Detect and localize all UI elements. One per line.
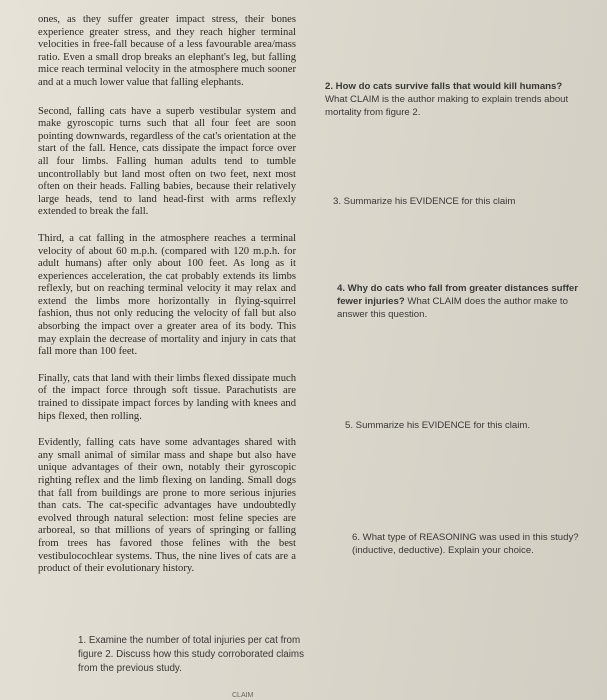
- paragraph-finally: Finally, cats that land with their limbs flexed dissipate much of the impact force through soft tissue. Parachutists are trained to dissipate impact forces by landing with knees and hips flexed, then rolling.: [38, 372, 296, 422]
- footer-cutoff-text: CLAIM: [232, 692, 254, 699]
- question-2-body: What CLAIM is the author making to explain trends about mortality from figure 2.: [325, 94, 569, 118]
- paragraph-evidently: Evidently, falling cats have some advantages shared with any small animal of similar mass and shape but also have unique advantages of their own, notably their gyroscopic righting reflex and the limb flexing on landing. Small dogs that fall from buildings are prone to more serious injuries than cats. The cat-specific advantages have undoubtedly evolved through natural selection: most feline species are arboreal, so that millions of years of springing or falling from trees has favored those felines with the best vestibulocochlear systems. Thus, the nine lives of cats are a product of their evolutionary history.: [38, 437, 296, 575]
- question-2: [325, 80, 573, 119]
- question-4: [337, 282, 587, 321]
- question-6: 6. What type of REASONING was used in this study? (inductive, deductive). Explain your choice.: [352, 532, 579, 556]
- question-4-body: What CLAIM does the author make to answer this question.: [337, 296, 568, 320]
- question-1: 1. Examine the number of total injuries per cat from figure 2. Discuss how this study corroborated claims from the previous study.: [78, 635, 304, 674]
- question-4-heading: 4. Why do cats who fall from greater distances suffer fewer injuries?: [337, 283, 578, 307]
- article-column: [38, 14, 296, 576]
- question-5: 5. Summarize his EVIDENCE for this claim.: [345, 420, 530, 431]
- question-3: 3. Summarize his EVIDENCE for this claim: [333, 196, 516, 207]
- paragraph-intro: ones, as they suffer greater impact stress, their bones experience greater stress, and they reach higher terminal velocities in free-fall because of a less favourable area/mass ratio. Even a small drop breaks an elephant's leg, but falling mice reach terminal velocity in the atmosphere much sooner and at a much lower value that falling elephants.: [38, 14, 296, 88]
- paragraph-third: Third, a cat falling in the atmosphere reaches a terminal velocity of about 60 m.p.h. (compared with 120 m.p.h. for adult humans) after only about 100 feet. As long as it experiences acceleration, the cat probably extends its limbs reflexly, but on reaching terminal velocity it may relax and extend the limbs more horizontally in flying-squirrel fashion, thus not only reducing the velocity of fall but also absorbing the impact over a greater area of its body. This may explain the decrease of mortality and injury in cats that fall more than 100 feet.: [38, 232, 296, 358]
- paragraph-second: Second, falling cats have a superb vestibular system and make gyroscopic turns such that all four feet are soon pointing downwards, regardless of the cat's orientation at the start of the fall. Hence, cats dissipate the impact force over all four limbs. Falling human adults tend to tumble uncontrollably but land most often on two feet, next most often on their heads. Falling babies, because their relatively large heads, tend to land head-first with arms reflexly extended to break the fall.: [38, 105, 296, 218]
- question-2-heading: 2. How do cats survive falls that would kill humans?: [325, 81, 563, 92]
